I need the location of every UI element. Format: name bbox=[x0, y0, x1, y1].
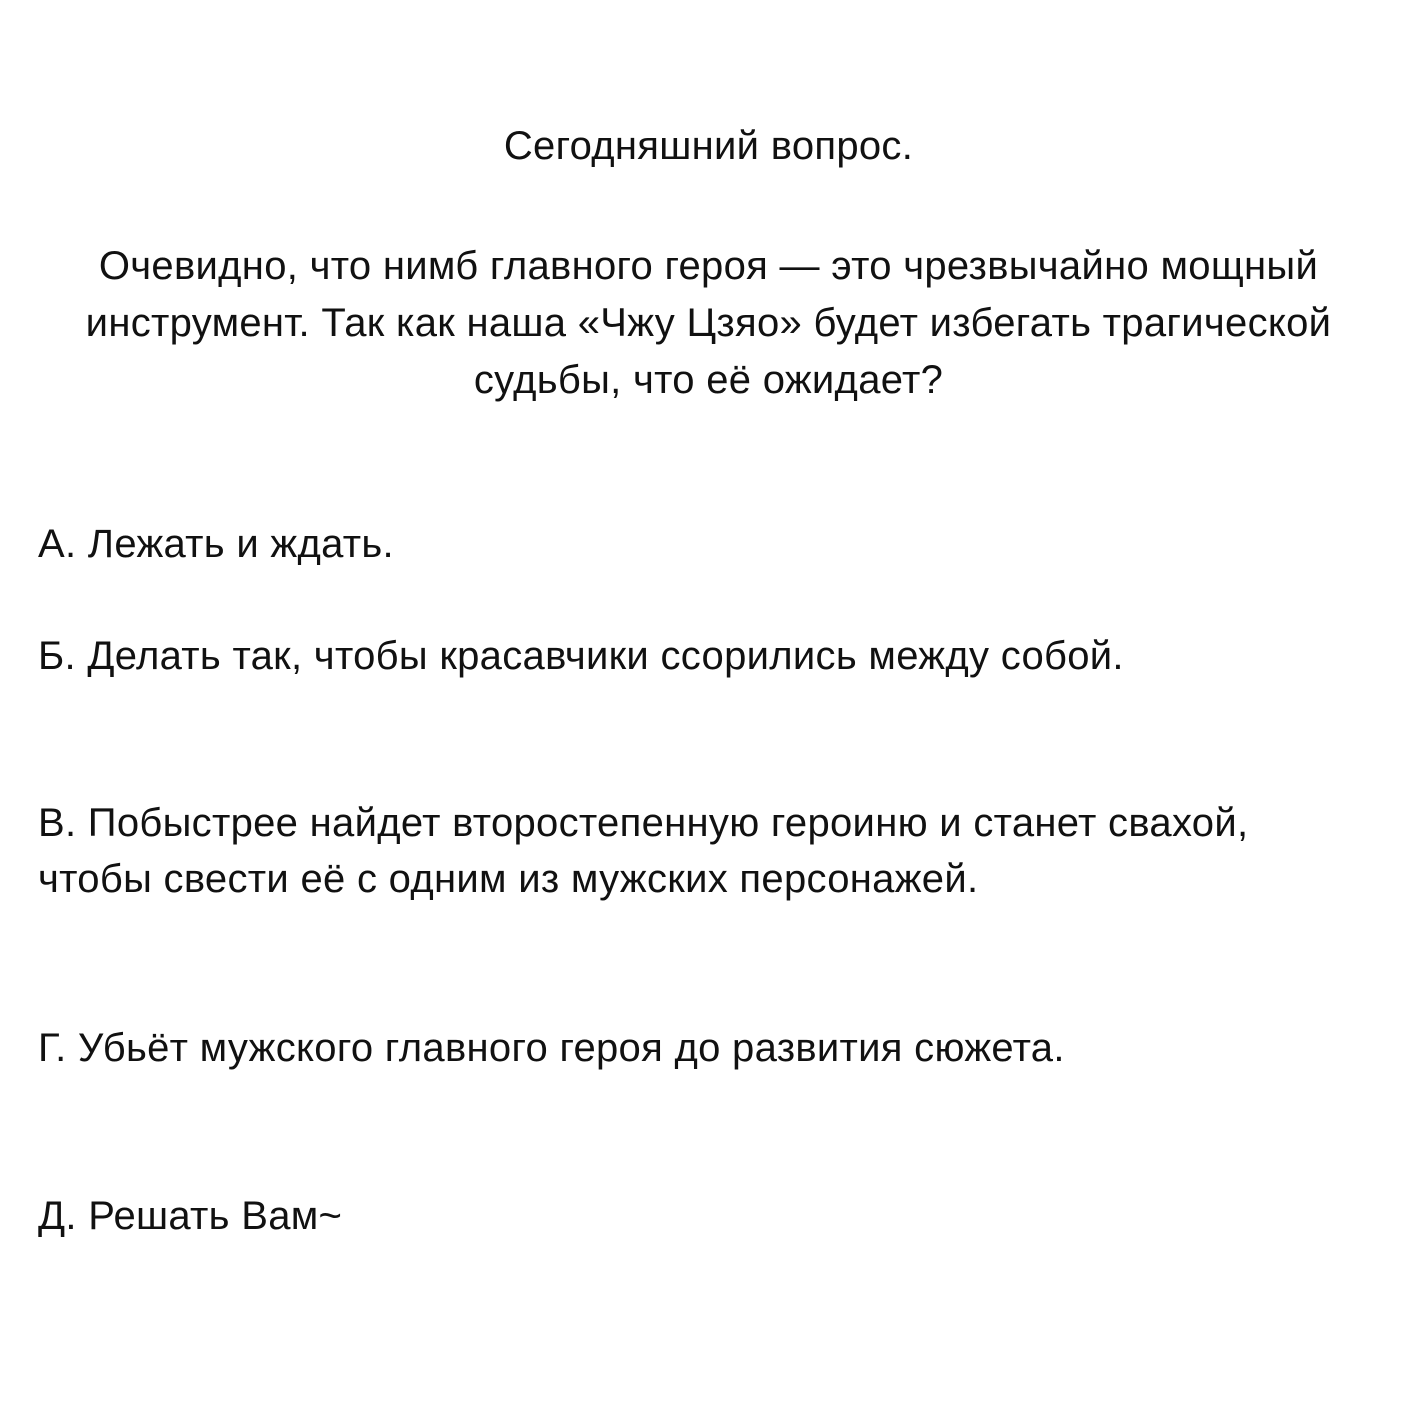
option-d: Д. Решать Вам~ bbox=[38, 1194, 343, 1238]
page-title: Сегодняшний вопрос. bbox=[503, 124, 914, 168]
option-v: В. Побыстрее найдет второстепенную героиню и станет свахой, чтобы свести её с одним из мужских персонажей. bbox=[38, 801, 1249, 901]
option-g: Г. Убьёт мужского главного героя до развития сюжета. bbox=[38, 1026, 1065, 1070]
question-text: Очевидно, что нимб главного героя — это чрезвычайно мощный инструмент. Так как наша «Чжу Цзяо» будет избегать трагической судьбы, что её ожидает? bbox=[85, 244, 1332, 402]
option-b: Б. Делать так, чтобы красавчики ссорились между собой. bbox=[38, 634, 1124, 678]
option-a: А. Лежать и ждать. bbox=[38, 522, 394, 566]
